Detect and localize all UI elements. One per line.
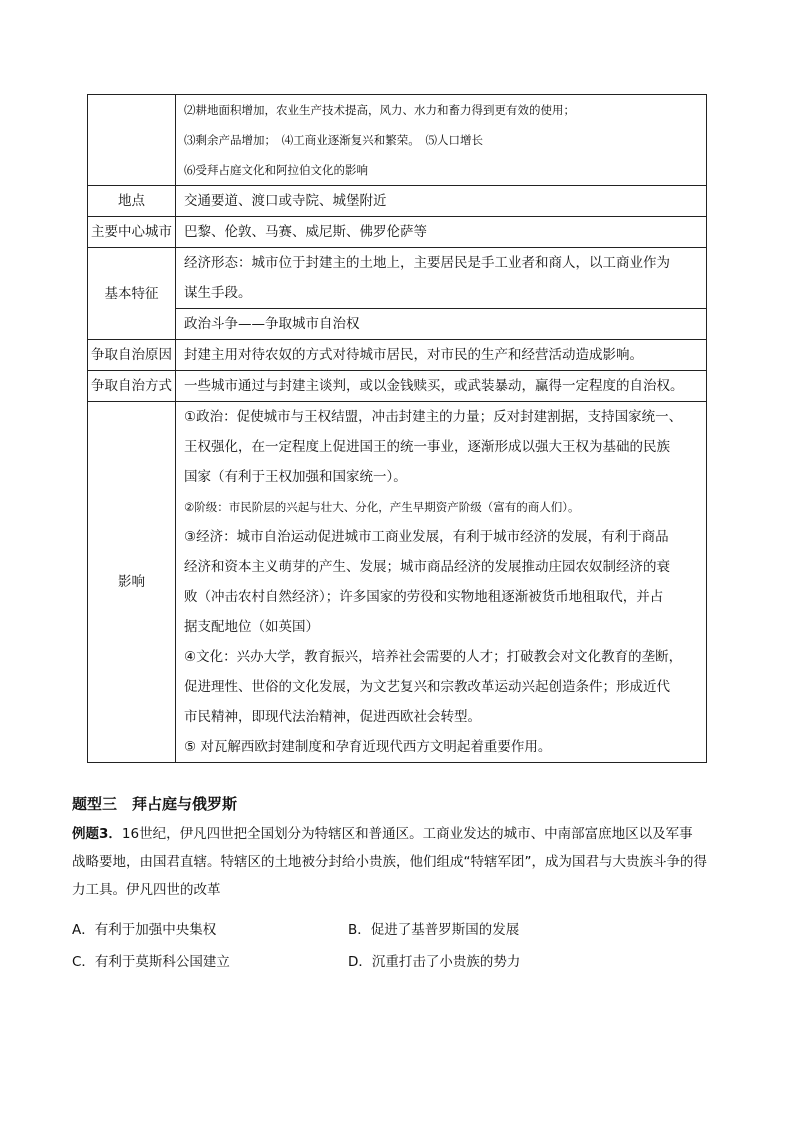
cause-line: ⑵耕地面积增加，农业生产技术提高，风力、水力和畜力得到更有效的使用； [184,103,575,117]
impact-line: ④文化：兴办大学，教育振兴，培养社会需要的人才；打破教会对文化教育的垄断， [184,649,683,665]
table-row-causes [88,95,707,186]
table-row-features-political [88,309,707,340]
table-row-cities [88,217,707,248]
impact-line: 败（冲击农村自然经济）；许多国家的劳役和实物地租逐渐被货币地租取代，并占 [184,589,664,605]
causes-label-cell [88,95,176,186]
option-d[interactable]: D．沉重打击了小贵族的势力 [348,954,521,970]
location-value: 交通要道、渡口或寺院、城堡附近 [176,186,707,217]
question-text: 16世纪，伊凡四世把全国划分为特辖区和普通区。工商业发达的城市、中南部富庶地区以及军事 [121,826,693,842]
causes-cell [176,95,707,186]
impact-line: ⑤ 对瓦解西欧封建制度和孕育近现代西方文明起着重要作用。 [184,739,552,755]
cause-line: ⑹受拜占庭文化和阿拉伯文化的影响 [184,163,368,177]
cause-line: ⑶剩余产品增加； ⑷工商业逐渐复兴和繁荣。 ⑸人口增长 [184,133,483,147]
impact-line: 国家（有利于王权加强和国家统一）。 [184,469,407,485]
cities-value: 巴黎、伦敦、马赛、威尼斯、佛罗伦萨等 [176,217,707,248]
table-row-autonomy-method [88,371,707,402]
option-c[interactable]: C．有利于莫斯科公国建立 [72,954,230,970]
question-line: 力工具。伊凡四世的改革 [72,882,221,898]
features-economic-line: 谋生手段。 [184,285,252,301]
impact-line: 市民精神，即现代法治精神，促进西欧社会转型。 [184,709,481,725]
autonomy-method-label: 争取自治方式 [88,371,176,402]
table-row-location [88,186,707,217]
question-number: 例题3． [72,826,122,842]
impact-line: ①政治：促使城市与王权结盟，冲击封建主的力量；反对封建割据，支持国家统一、 [184,409,683,425]
impact-line: 据支配地位（如英国） [184,619,319,635]
impact-line: 促进理性、世俗的文化发展，为文艺复兴和宗教改革运动兴起创造条件；形成近代 [184,679,670,695]
features-label: 基本特征 [88,248,176,340]
autonomy-method-value: 一些城市通过与封建主谈判，或以金钱赎买，或武装暴动，赢得一定程度的自治权。 [176,371,707,402]
features-political: 政治斗争——争取城市自治权 [176,309,707,340]
question-line [72,820,722,848]
impact-line: ③经济：城市自治运动促进城市工商业发展，有利于城市经济的发展，有利于商品 [184,529,669,545]
table-row-autonomy-reason [88,340,707,371]
location-label: 地点 [88,186,176,217]
option-b[interactable]: B．促进了基普罗斯国的发展 [348,922,520,938]
impact-line: ②阶级：市民阶层的兴起与壮大、分化，产生早期资产阶级（富有的商人们）。 [184,500,580,514]
impact-line: 经济和资本主义萌芽的产生、发展；城市商品经济的发展推动庄园农奴制经济的衰 [184,559,670,575]
table-row-impact [88,402,707,763]
features-economic-line: 经济形态：城市位于封建主的土地上，主要居民是手工业者和商人，以工商业作为 [184,255,670,271]
autonomy-reason-value: 封建主用对待农奴的方式对待城市居民，对市民的生产和经营活动造成影响。 [176,340,707,371]
table-row-features-economic [88,248,707,309]
autonomy-reason-label: 争取自治原因 [88,340,176,371]
impact-label: 影响 [88,402,176,763]
option-a[interactable]: A．有利于加强中央集权 [72,922,217,938]
question-line: 战略要地，由国君直辖。特辖区的土地被分封给小贵族，他们组成“特辖军团”，成为国君与大贵族斗争的得 [72,854,707,870]
cities-label: 主要中心城市 [88,217,176,248]
section-title: 题型三 拜占庭与俄罗斯 [72,795,238,813]
features-economic-cell [176,248,707,309]
summary-table [87,94,707,763]
impact-cell [176,402,707,763]
question-stem [72,820,722,904]
impact-line: 王权强化，在一定程度上促进国王的统一事业，逐渐形成以强大王权为基础的民族 [184,439,670,455]
